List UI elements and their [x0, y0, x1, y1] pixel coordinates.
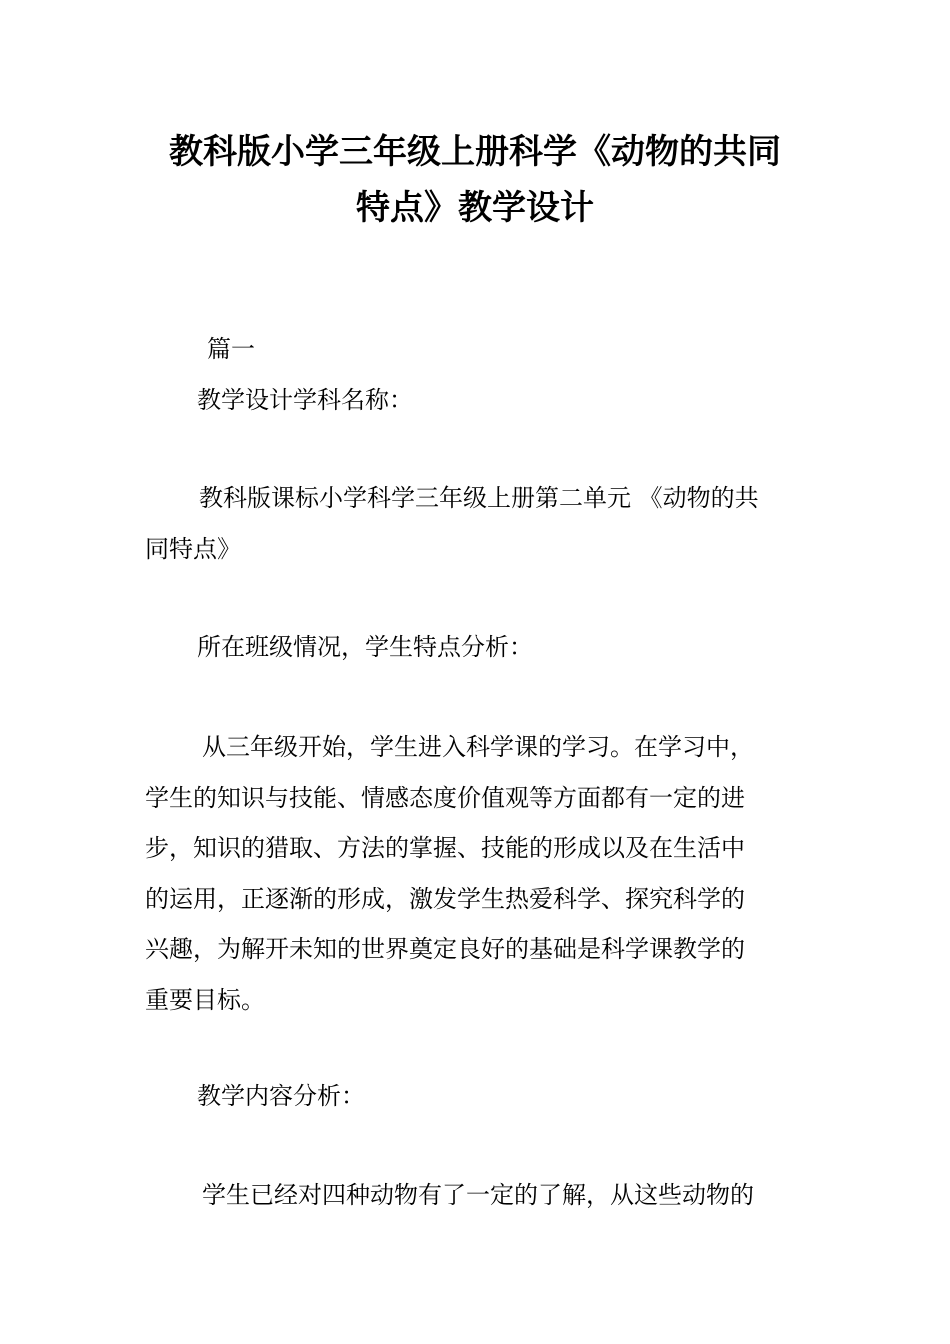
title-line-2: 特点》教学设计	[356, 188, 594, 228]
subject-line-1: 教科版课标小学科学三年级上册第二单元 《动物的共	[199, 484, 759, 512]
content-line-1: 学生已经对四种动物有了一定的了解，从这些动物的	[202, 1181, 754, 1209]
document-title	[100, 124, 850, 236]
section-label: 篇一	[207, 335, 255, 363]
subject-paragraph	[145, 473, 810, 574]
analysis-line: 重要目标。	[145, 985, 265, 1014]
analysis-line: 兴趣，为解开未知的世界奠定良好的基础是科学课教学的	[145, 935, 745, 963]
content-heading: 教学内容分析：	[197, 1082, 365, 1110]
analysis-line: 步，知识的猎取、方法的掌握、技能的形成以及在生活中	[145, 834, 745, 862]
analysis-line: 的运用，正逐渐的形成，激发学生热爱科学、探究科学的	[145, 884, 745, 913]
title-line-1: 教科版小学三年级上册科学《动物的共同	[169, 132, 781, 172]
subject-line-2: 同特点》	[145, 534, 241, 563]
subject-heading: 教学设计学科名称：	[197, 386, 413, 414]
analysis-paragraph	[145, 722, 810, 1025]
class-heading: 所在班级情况，学生特点分析：	[197, 633, 533, 661]
analysis-line: 学生的知识与技能、情感态度价值观等方面都有一定的进	[145, 783, 745, 812]
analysis-line: 从三年级开始，学生进入科学课的学习。在学习中，	[202, 733, 754, 761]
